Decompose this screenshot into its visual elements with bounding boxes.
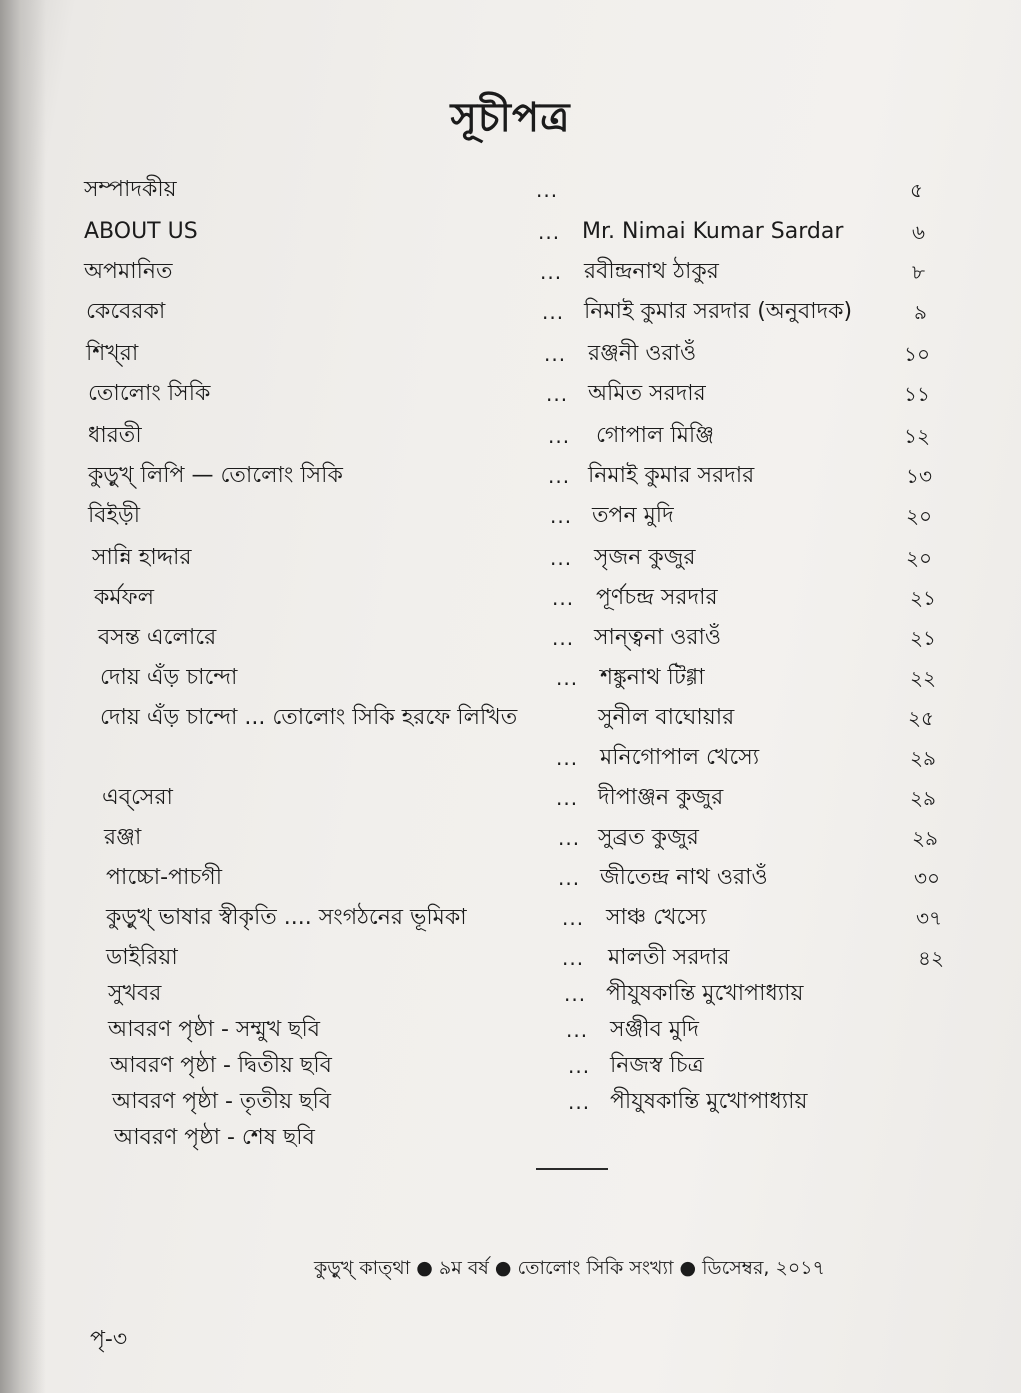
toc-entry-page: ২০: [906, 546, 933, 570]
toc-entry-page: ২১: [910, 586, 936, 610]
toc-entry-page: ৩৭: [916, 906, 943, 930]
toc-entry-title: ধারতী: [88, 423, 142, 448]
toc-entry-author: নিমাই কুমার সরদার: [588, 463, 755, 488]
toc-row: [0, 376, 1021, 412]
toc-row: [0, 976, 1021, 1012]
toc-entry-page: ৯: [914, 300, 927, 324]
toc-entry-page: ৬: [912, 220, 926, 244]
toc-row: [0, 860, 1021, 896]
toc-leader-dots: ...: [566, 1018, 589, 1042]
toc-row: [0, 820, 1021, 856]
toc-entry-page: ১২: [904, 424, 930, 448]
toc-entry-title: পাচ্চো-পাচগী: [106, 865, 223, 890]
toc-entry-author: পীযুষকান্তি মুখোপাধ্যায়: [610, 1089, 808, 1114]
toc-row: [0, 580, 1021, 616]
toc-entry-author: রঞ্জনী ওরাওঁ: [588, 341, 697, 366]
toc-leader-dots: ...: [568, 1090, 591, 1114]
toc-entry-title: ডাইরিয়া: [106, 945, 178, 970]
toc-entry-page: ৮: [912, 260, 925, 284]
toc-entry-title: শিখ্‌রা: [86, 341, 139, 366]
toc-entry-page: ৩০: [914, 866, 941, 890]
toc-entry-title: আবরণ পৃষ্ঠা - তৃতীয় ছবি: [112, 1089, 332, 1114]
toc-entry-title: এব্‌সেরা: [102, 785, 173, 810]
toc-entry-title: আবরণ পৃষ্ঠা - শেষ ছবি: [114, 1125, 315, 1150]
toc-leader-dots: ...: [564, 982, 587, 1006]
toc-leader-dots: ...: [536, 178, 559, 202]
toc-entry-author: মালতী সরদার: [608, 945, 730, 970]
toc-leader-dots: ...: [558, 826, 581, 850]
toc-row: [0, 294, 1021, 330]
toc-row: [0, 336, 1021, 372]
toc-entry-title: সান্নি হাদ্দার: [92, 545, 192, 570]
toc-entry-author: সৃজন কুজুর: [594, 545, 696, 570]
toc-entry-title: সুখবর: [108, 981, 162, 1006]
toc-entry-author: রবীন্দ্রনাথ ঠাকুর: [584, 259, 719, 284]
toc-entry-title: দোয় এঁড় চান্দো: [100, 665, 238, 690]
toc-leader-dots: ...: [568, 1054, 591, 1078]
toc-entry-title: ABOUT US: [84, 219, 198, 244]
toc-leader-dots: ...: [552, 586, 575, 610]
toc-row: [0, 418, 1021, 454]
toc-entry-author: জীতেন্দ্র নাথ ওরাওঁ: [600, 865, 768, 890]
toc-leader-dots: ...: [550, 504, 573, 528]
page-number: পৃ-৩: [90, 1327, 128, 1352]
toc-entry-page: ১৩: [906, 464, 932, 488]
toc-leader-dots: ...: [546, 382, 569, 406]
toc-entry-author: নিমাই কুমার সরদার (অনুবাদক): [584, 299, 853, 324]
toc-leader-dots: ...: [556, 666, 579, 690]
toc-entry-title: কেবেরকা: [86, 299, 166, 324]
toc-leader-dots: ...: [552, 626, 575, 650]
toc-row: [0, 900, 1021, 936]
toc-entry-author: সঞ্জীব মুদি: [610, 1017, 699, 1042]
toc-leader-dots: ...: [558, 866, 581, 890]
toc-entry-title: তোলোং সিকি: [88, 381, 211, 406]
toc-entry-page: ৫: [910, 178, 923, 202]
toc-entry-author: সুব্রত কুজুর: [598, 825, 699, 850]
toc-entry-page: ১১: [904, 382, 930, 406]
toc-row: [0, 660, 1021, 696]
toc-entry-title: বিইড়ী: [88, 503, 140, 528]
toc-entry-title: আবরণ পৃষ্ঠা - দ্বিতীয় ছবি: [110, 1053, 332, 1078]
toc-entry-title: কর্মফল: [94, 585, 155, 610]
toc-row: [0, 540, 1021, 576]
toc-entry-author: সান্ত্বনা ওরাওঁ: [594, 625, 722, 650]
toc-entry-page: ২০: [906, 504, 933, 528]
toc-entry-page: ৪২: [918, 946, 944, 970]
toc-entry-title: সম্পাদকীয়: [84, 177, 177, 202]
toc-leader-dots: ...: [562, 946, 585, 970]
toc-leader-dots: ...: [550, 546, 573, 570]
toc-leader-dots: ...: [556, 786, 579, 810]
toc-leader-dots: ...: [540, 260, 563, 284]
toc-entry-author: পূর্ণচন্দ্র সরদার: [596, 585, 718, 610]
toc-entry-title: অপমানিত: [84, 259, 173, 284]
toc-entry-author: নিজস্ব চিত্র: [610, 1053, 704, 1078]
toc-row: [0, 780, 1021, 816]
toc-leader-dots: ...: [542, 300, 565, 324]
toc-entry-page: ২১: [910, 626, 936, 650]
toc-entry-page: ১০: [904, 342, 930, 366]
toc-entry-title: বসন্ত এলোরে: [98, 625, 217, 650]
toc-leader-dots: ...: [556, 746, 579, 770]
toc-row: [0, 620, 1021, 656]
toc-entry-page: ২২: [910, 666, 937, 690]
toc-entry-title: আবরণ পৃষ্ঠা - সম্মুখ ছবি: [108, 1017, 321, 1042]
toc-row: [0, 740, 1021, 776]
toc-row: [0, 458, 1021, 494]
toc-entry-author: তপন মুদি: [592, 503, 674, 528]
toc-row: [0, 214, 1021, 250]
toc-entry-author: সাঞ্চ খেস্যে: [606, 905, 707, 930]
toc-row: [0, 1120, 1021, 1156]
page-title: সূচীপত্র: [450, 95, 571, 141]
toc-entry-author: দীপাঞ্জন কুজুর: [598, 785, 724, 810]
toc-row: [0, 940, 1021, 976]
end-rule: [536, 1168, 608, 1170]
toc-entry-author: পীযুষকান্তি মুখোপাধ্যায়: [606, 981, 804, 1006]
toc-row: [0, 254, 1021, 290]
toc-row: [0, 498, 1021, 534]
toc-entry-page: ২৯: [910, 786, 936, 810]
toc-entry-title: কুড়ুখ্‌ লিপি — তোলোং সিকি: [88, 463, 343, 488]
toc-row: [0, 700, 1021, 736]
toc-leader-dots: ...: [562, 906, 585, 930]
toc-row: [0, 1048, 1021, 1084]
toc-entry-page: ২৯: [910, 746, 936, 770]
toc-leader-dots: ...: [548, 424, 571, 448]
toc-entry-page: ২৫: [908, 706, 934, 730]
toc-row: [0, 1084, 1021, 1120]
toc-leader-dots: ...: [544, 342, 567, 366]
toc-entry-author: সুনীল বাঘোয়ার: [598, 705, 735, 730]
toc-leader-dots: ...: [538, 220, 561, 244]
toc-entry-author: মনিগোপাল খেস্যে: [600, 745, 760, 770]
toc-row: [0, 172, 1021, 208]
toc-entry-author: গোপাল মিঞ্জি: [596, 423, 715, 448]
toc-entry-title: দোয় এঁড় চান্দো ... তোলোং সিকি হরফে লিখিত: [100, 705, 518, 730]
toc-leader-dots: ...: [548, 464, 571, 488]
toc-row: [0, 1012, 1021, 1048]
toc-entry-title: রঞ্জা: [104, 825, 142, 850]
running-footer: কুড়ুখ্‌ কাত্‌থা ● ৯ম বর্ষ ● তোলোং সিকি সংখ্যা ● ডিসেম্বর, ২০১৭: [314, 1257, 825, 1279]
toc-entry-author: শঙ্কুনাথ টিগ্গা: [600, 665, 705, 690]
toc-entry-author: অমিত সরদার: [588, 381, 706, 406]
toc-entry-page: ২৯: [912, 826, 938, 850]
toc-entry-title: কুড়ুখ্‌ ভাষার স্বীকৃতি .... সংগঠনের ভূমিকা: [106, 905, 467, 930]
toc-entry-author: Mr. Nimai Kumar Sardar: [582, 219, 844, 244]
